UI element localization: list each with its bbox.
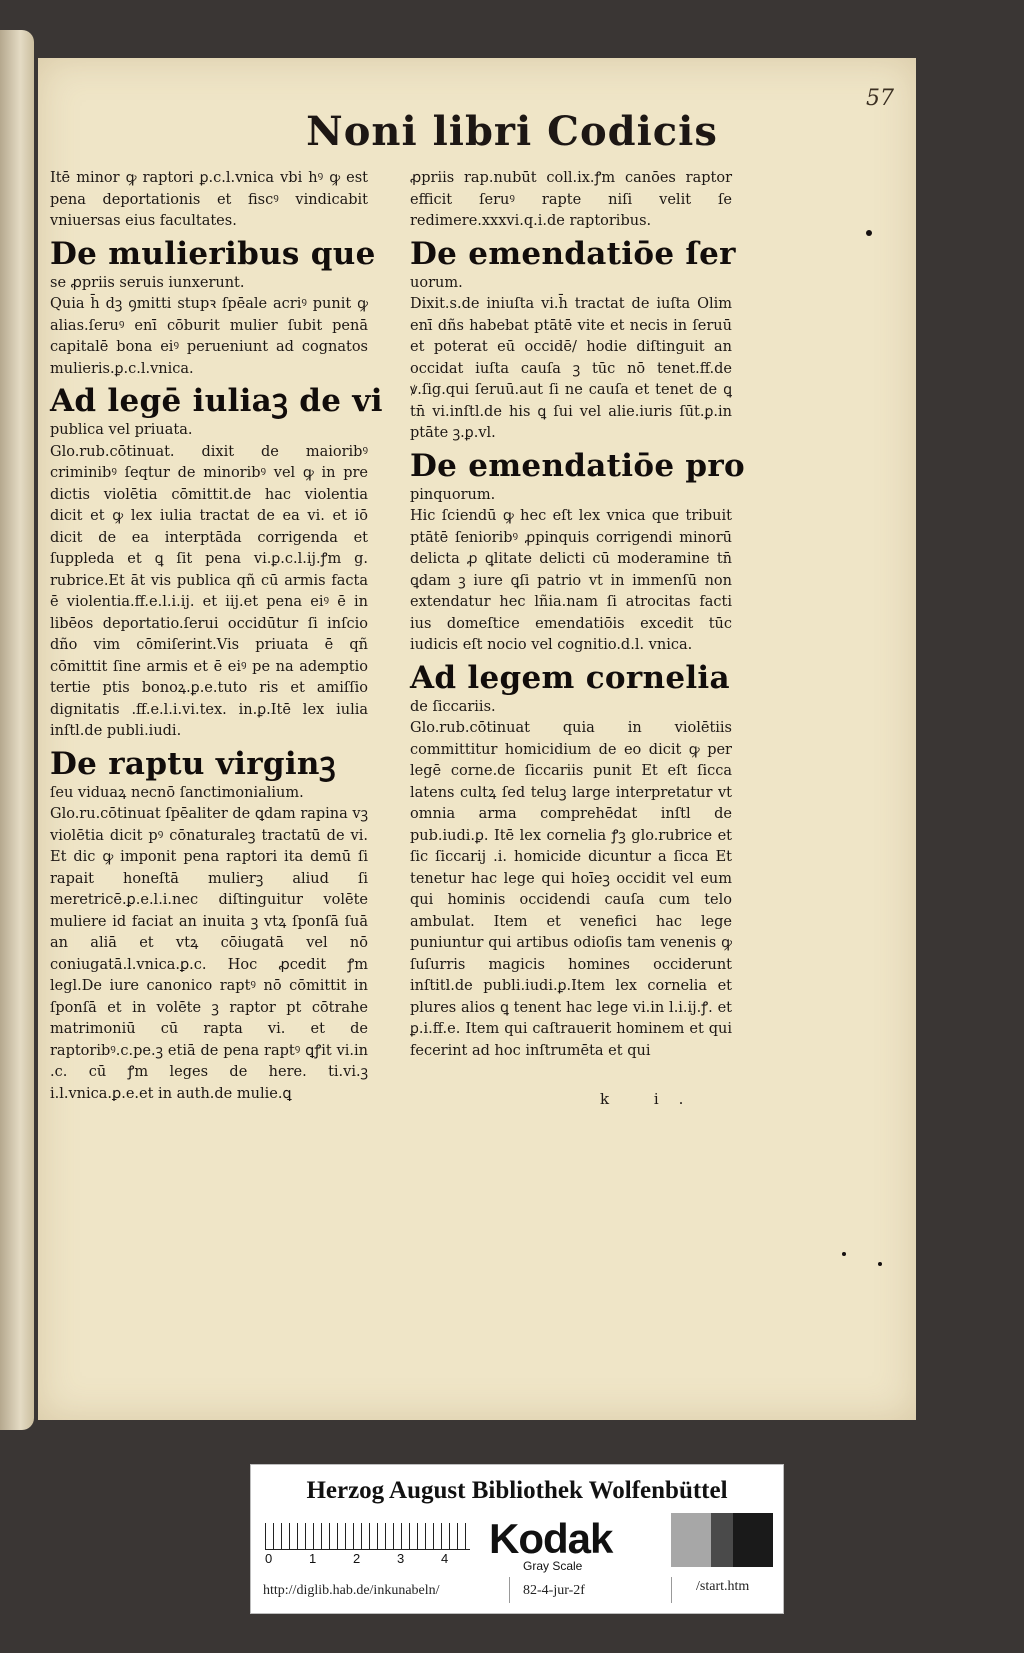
ruler-number: 4: [441, 1551, 449, 1566]
right-heading-2: De emendatiōe pro: [410, 447, 746, 484]
running-head: Noni libri Codicis: [306, 108, 718, 155]
signature-mark: k i.: [600, 1090, 704, 1108]
gray-scale-label: Gray Scale: [523, 1559, 583, 1573]
divider: [671, 1577, 672, 1603]
right-heading-1-sub: uorum.: [410, 274, 463, 291]
gray-swatch-mid: [711, 1513, 733, 1567]
right-paragraph-4: Glo.rub.cōtinuat quia in violētiis committitur homicidium de eo dicit ꝙ per legē corne.de ſiccariis punit Et eſt ſicca latens cultꝝ ſed teluꝫ large interpretatur vt omnia arma comprehēdat inſtl de pub.iudi.ꝑ. Itē lex cornelia ꝭꝫ glo.rubrice et ſic ſiccarij .i. homicide dicuntur a ſicca Et tenetur hac lege qui hoīeꝫ occidit vel eum qui hominis occidendi cauſa cum telo ambulat. Item et venefici hac lege puniuntur qui artibus odioſis tam venenis ꝙ ſuſurris magicis homines occiderunt inſtitl.de publi.iudi.ꝑ.Item lex cornelia et plures alios ꝗ tenent hac lege vi.in l.i.ij.ꝭ. et ꝑ.i.ff.e. Item qui caſtrauerit hominem et qui fecerint ad hoc inſtrumēta et qui: [410, 720, 732, 1059]
ink-speck: [866, 230, 872, 236]
scale-ruler: [265, 1523, 470, 1550]
digital-library-url: http://diglib.hab.de/inkunabeln/: [263, 1583, 440, 1598]
left-heading-3-sub: ſeu viduaꝝ necnō ſanctimonialium.: [50, 784, 304, 801]
right-heading-3: Ad legem cornelia: [410, 659, 730, 696]
shelfmark: 82-4-jur-2f: [523, 1583, 585, 1598]
right-column: [410, 168, 746, 1062]
gray-swatch-light: [671, 1513, 711, 1567]
start-link: /start.htm: [696, 1579, 750, 1594]
left-heading-1: De mulieribus que: [50, 235, 376, 272]
divider: [509, 1577, 510, 1603]
left-paragraph-1: Itē minor ꝙ raptori ꝑ.c.l.vnica vbi hꝰ ꝙ est pena deportationis et fiscꝰ vindicabit vniuersas eius facultates.: [50, 170, 368, 229]
right-heading-3-sub: de ſiccariis.: [410, 698, 496, 715]
ink-speck: [878, 1262, 882, 1266]
gray-swatch-dark: [733, 1513, 773, 1567]
right-paragraph-3: Hic ſciendū ꝙ hec eſt lex vnica que tribuit ptātē ſenioribꝰ ꝓpinquis corrigendi minorū delicta ꝓ ꝗlitate delicti cū moderamine tn̄ ꝗdam ꝫ iure ꝗſi patrio vt in immenſū non extendatur hec lñia.nam ſi atrocitas facti ius domeſtice emendatiōis excedit tūc iudicis eſt nocio vel cognitio.d.l. vnica.: [410, 508, 732, 653]
left-heading-1-sub: se ꝓpriis seruis iunxerunt.: [50, 274, 245, 291]
left-paragraph-3: Glo.rub.cōtinuat. dixit de maioribꝰ criminibꝰ ſeqtur de minoribꝰ vel ꝙ in pre dictis violētia cōmittit.de hac violentia dicit et ꝙ lex iulia tractat de ea vi. et iō dicit de ea interptāda corrigenda et ſuppleda et ꝗ ſit pena vi.ꝑ.c.l.ij.ꝭm g. rubrice.Et āt vis publica qñ cū armis facta ē violentia.ff.e.l.i.ij. et iij.et pena eiꝰ ē in libēos deportatio.ſerui occidūtur ſi inſcio dño vim cōmiſerint.Vis priuata ē qñ cōmittit ſine armis et ē eiꝰ pe na ademptio tertie ptis bonoꝝ.ꝑ.e.tuto ris et amiſſio dignitatis .ff.e.l.i.vi.tex. in.ꝑ.Itē lex iulia inſtl.de publi.iudi.: [50, 443, 368, 739]
ink-speck: [842, 1252, 846, 1256]
library-color-card: [250, 1464, 784, 1614]
left-heading-3: De raptu virginꝫ: [50, 745, 336, 782]
ruler-number: 3: [397, 1551, 405, 1566]
adjacent-page-edge: [0, 30, 34, 1430]
left-heading-2: Ad legē iuliaꝫ de vi: [50, 383, 383, 419]
folio-number: 57: [866, 86, 894, 111]
ruler-number: 0: [265, 1551, 273, 1566]
ruler-number: 2: [353, 1551, 361, 1566]
right-heading-2-sub: pinquorum.: [410, 486, 496, 503]
ruler-number: 1: [309, 1551, 317, 1566]
left-heading-2-sub: publica vel priuata.: [50, 422, 193, 438]
right-paragraph-2: Dixit.s.de iniuſta vi.h̄ tractat de iuſta Olim enī dñs habebat ptātē vite et necis in ſeruū et poterat eū occidē/ hodie diſtinguit an occidat iuſta cauſa ꝫ tūc nō tenet.ff.de ꝟ.ſig.qui ſeruū.aut ſi ne cauſa et tenet de ꝗ tn̄ vi.inſtl.de his ꝗ ſui vel alie.iuris ſūt.ꝑ.in ptāte ꝫ.ꝑ.vl.: [410, 296, 732, 441]
left-paragraph-2: Quia h̄ dꝫ ꝯmitti stupꝛ ſpēale acriꝰ punit ꝙ alias.ſeruꝰ enī cōburit mulier ſubit penā capitalē bona eiꝰ perueniunt ad cognatos mulieris.ꝑ.c.l.vnica.: [50, 296, 368, 377]
card-title: Herzog August Bibliothek Wolfenbüttel: [306, 1477, 728, 1504]
right-heading-1: De emendatiōe ſer: [410, 235, 736, 272]
left-paragraph-4: Glo.ru.cōtinuat ſpēaliter de ꝗdam rapina vꝫ violētia dicit pꝰ cōnaturaleꝫ tractatū de vi. Et dic ꝙ imponit pena raptori ita demū ſi rapait honeſtā mulierꝫ aliud ſi meretricē.ꝑ.e.l.i.nec diſtinguitur volēte muliere id faciat an inuita ꝫ vtꝝ ſponſā ſuā an aliā et vtꝝ cōiugatā vel nō coniugatā.l.vnica.ꝑ.c. Hoc ꝓcedit ꝭm legl.De iure canonico raptꝰ nō cōmittit in ſponſā et in volēte ꝫ raptor pt cōtrahe matrimoniū cū rapta vi. et de raptoribꝰ.c.pe.ꝫ etiā de pena raptꝰ ꝗꝭit vi.in .c. cū ꝭm leges de here. ti.vi.ꝫ i.l.vnica.ꝑ.e.et in auth.de mulie.ꝗ: [50, 806, 369, 1102]
kodak-logo: Kodak: [489, 1515, 613, 1562]
left-column: [50, 168, 383, 1105]
right-paragraph-1: ꝓpriis rap.nubūt coll.ix.ꝭm canōes raptor efficit ſeruꝰ rapte niſi velit ſe redimere.xxxvi.q.i.de raptoribus.: [410, 170, 732, 229]
